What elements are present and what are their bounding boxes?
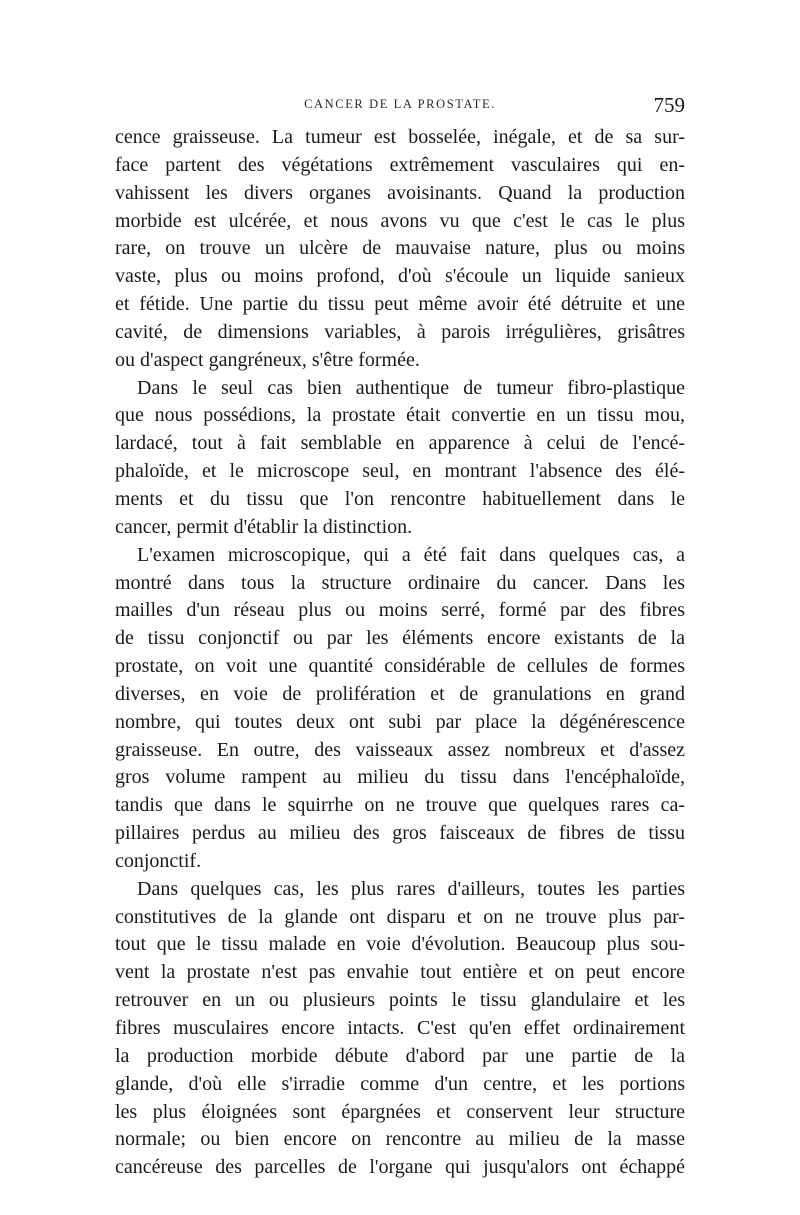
text-line: lardacé, tout à fait semblable en apparence à celui de l'encé- (115, 432, 685, 455)
text-line: mailles d'un réseau plus ou moins serré, formé par des fibres (115, 599, 685, 622)
text-line: rare, on trouve un ulcère de mauvaise nature, plus ou moins (115, 237, 685, 260)
text-line: diverses, en voie de prolifération et de granulations en grand (115, 682, 685, 705)
text-line: que nous possédions, la prostate était convertie en un tissu mou, (115, 404, 685, 427)
text-line: cavité, de dimensions variables, à parois irrégulières, grisâtres (115, 320, 685, 343)
text-line: phaloïde, et le microscope seul, en montrant l'absence des élé- (115, 460, 685, 483)
text-line: face partent des végétations extrêmement vasculaires qui en- (115, 153, 685, 176)
text-line: glande, d'où elle s'irradie comme d'un centre, et les portions (115, 1072, 685, 1095)
text-line: retrouver en un ou plusieurs points le tissu glandulaire et les (115, 989, 685, 1012)
text-line: graisseuse. En outre, des vaisseaux assez nombreux et d'assez (115, 738, 685, 761)
text-line: montré dans tous la structure ordinaire du cancer. Dans les (115, 571, 685, 594)
body-text (115, 124, 685, 1182)
text-line: tandis que dans le squirrhe on ne trouve que quelques rares ca- (115, 794, 685, 817)
text-line: prostate, on voit une quantité considérable de cellules de formes (115, 655, 685, 678)
text-line: gros volume rampent au milieu du tissu dans l'encéphaloïde, (115, 766, 685, 789)
text-line: ments et du tissu que l'on rencontre habituellement dans le (115, 487, 685, 510)
text-line: et fétide. Une partie du tissu peut même avoir été détruite et une (115, 293, 685, 316)
text-line: vaste, plus ou moins profond, d'où s'écoule un liquide sanieux (115, 265, 685, 288)
text-line: vent la prostate n'est pas envahie tout entière et on peut encore (115, 961, 685, 984)
text-line: L'examen microscopique, qui a été fait dans quelques cas, a (137, 543, 685, 566)
text-line: cancer, permit d'établir la distinction. (115, 515, 413, 538)
text-line: constitutives de la glande ont disparu et on ne trouve plus par- (115, 905, 685, 928)
running-head (115, 93, 685, 117)
text-line: Dans quelques cas, les plus rares d'ailleurs, toutes les parties (137, 877, 685, 900)
text-line: de tissu conjonctif ou par les éléments encore existants de la (115, 627, 685, 650)
text-line: ou d'aspect gangréneux, s'être formée. (115, 348, 420, 371)
text-line: tout que le tissu malade en voie d'évolution. Beaucoup plus sou- (115, 933, 685, 956)
text-line: nombre, qui toutes deux ont subi par place la dégénérescence (115, 710, 685, 733)
text-line: vahissent les divers organes avoisinants. Quand la production (115, 181, 685, 204)
text-line: conjonctif. (115, 849, 202, 872)
text-line: fibres musculaires encore intacts. C'est qu'en effet ordinairement (115, 1017, 685, 1039)
text-line: cancéreuse des parcelles de l'organe qui jusqu'alors ont échappé (115, 1156, 685, 1179)
text-line: les plus éloignées sont épargnées et conservent leur structure (115, 1100, 685, 1123)
text-line: Dans le seul cas bien authentique de tumeur fibro-plastique (137, 376, 685, 399)
text-line: cence graisseuse. La tumeur est bosselée, inégale, et de sa sur- (115, 126, 685, 148)
text-line: morbide est ulcérée, et nous avons vu que c'est le cas le plus (115, 209, 685, 232)
text-line: pillaires perdus au milieu des gros faisceaux de fibres de tissu (115, 822, 685, 845)
text-line: la production morbide débute d'abord par une partie de la (115, 1044, 685, 1067)
text-line: normale; ou bien encore on rencontre au milieu de la masse (115, 1128, 685, 1151)
running-title: CANCER DE LA PROSTATE. (304, 97, 496, 111)
page-number: 759 (653, 93, 685, 117)
